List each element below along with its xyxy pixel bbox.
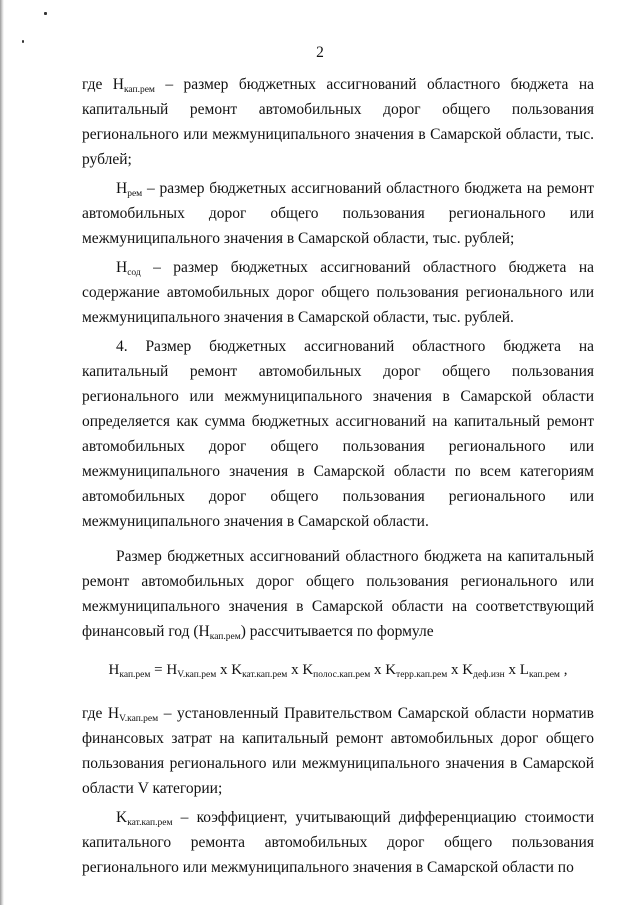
scan-speck <box>44 12 47 15</box>
formula-tail: , <box>559 662 568 678</box>
symbol-subscript: кап.рем <box>209 632 241 642</box>
symbol-subscript: сод <box>127 268 141 278</box>
intro-text-end: ) рассчитывается по формуле <box>240 623 434 640</box>
formula-term: x K <box>216 662 243 678</box>
scan-speck <box>22 40 24 43</box>
formula-subscript: терр.кап.рем <box>396 670 448 680</box>
paragraph-def-kat <box>82 805 594 880</box>
formula-term: Н <box>108 662 120 678</box>
formula-subscript: полос.кап.рем <box>313 670 371 680</box>
symbol-subscript: кап.рем <box>123 85 155 95</box>
document-body <box>82 72 594 884</box>
symbol: Н <box>107 705 120 722</box>
symbol-subscript: V.кап.рем <box>119 714 159 724</box>
symbol-subscript: рем <box>127 189 143 199</box>
page-number: 2 <box>316 44 324 61</box>
paragraph-def-norm <box>82 701 594 801</box>
symbol: K <box>116 809 128 826</box>
formula-term: = Н <box>150 662 178 678</box>
formula-term: x L <box>504 662 529 678</box>
definition-text: – размер бюджетных ассигнований областного бюджета на ремонт автомобильных дорог общего пользования регионального или межмуниципального значения в Самарской области, тыс. рублей; <box>82 180 594 247</box>
definition-text: – установленный Правительством Самарской области норматив финансовых затрат на капитальный ремонт автомобильных дорог общего пользования регионального или межмуниципального значения в Самарской области V категории; <box>82 705 594 797</box>
paragraph-def-sod <box>82 255 594 330</box>
intro-text: Размер бюджетных ассигнований областного бюджета на капитальный ремонт автомобильных дорог общего пользования регионального или межмуниципального значения в Самарской области на соответствующий финансовый год (Н <box>82 548 594 640</box>
paragraph-def-rem <box>82 176 594 251</box>
formula-term: x K <box>287 662 314 678</box>
symbol-subscript: кат.кап.рем <box>127 818 173 828</box>
formula-term: x K <box>370 662 397 678</box>
where-word: где <box>82 76 113 93</box>
formula <box>82 658 594 683</box>
paragraph-item-4: 4. Размер бюджетных ассигнований областного бюджета на капитальный ремонт автомобильных дорог общего пользования регионального или межмуниципального значения в Самарской области определяется как сумма бюджетных ассигнований на капитальный ремонт автомобильных дорог общего пользования регионального или межмуниципального значения в Самарской области по всем категориям автомобильных дорог общего пользования регионального или межмуниципального значения в Самарской области. <box>82 338 594 530</box>
formula-subscript: кап.рем <box>528 670 560 680</box>
scan-edge-shadow <box>0 0 4 905</box>
formula-subscript: кат.кап.рем <box>242 670 288 680</box>
formula-subscript: V.кап.рем <box>177 670 217 680</box>
formula-subscript: деф.изн <box>473 670 505 680</box>
where-word: где <box>82 705 108 722</box>
symbol: Н <box>112 76 124 93</box>
formula-term: x K <box>447 662 474 678</box>
definition-text: – размер бюджетных ассигнований областного бюджета на капитальный ремонт автомобильных дорог общего пользования регионального или межмуниципального значения в Самарской области, тыс. рублей; <box>82 76 594 168</box>
symbol: Н <box>116 259 128 276</box>
definition-text: – размер бюджетных ассигнований областного бюджета на содержание автомобильных дорог общего пользования регионального или межмуниципального значения в Самарской области, тыс. рублей. <box>82 259 594 326</box>
paragraph-def-kap-rem <box>82 72 594 172</box>
symbol: Н <box>116 180 128 197</box>
formula-subscript: кап.рем <box>119 670 151 680</box>
paragraph-formula-intro <box>82 544 594 644</box>
definition-text: – коэффициент, учитывающий дифференциацию стоимости капитального ремонта автомобильных дорог общего пользования регионального или межмуниципального значения в Самарской области по <box>82 809 594 876</box>
